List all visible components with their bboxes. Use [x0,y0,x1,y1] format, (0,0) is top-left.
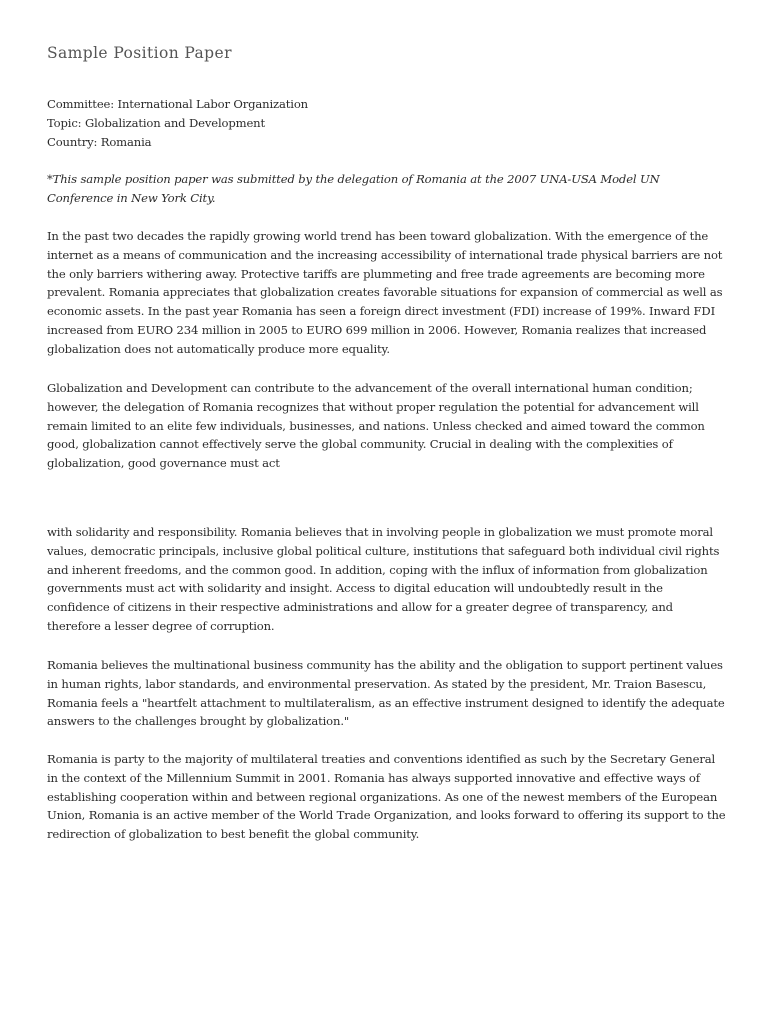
page-title: Sample Position Paper [47,44,232,62]
topic-line: Topic: Globalization and Development [47,115,265,130]
country-line: Country: Romania [47,134,152,149]
committee-line: Committee: International Labor Organization [47,97,308,111]
paper-metadata [47,95,727,151]
paragraph-1: In the past two decades the rapidly growing world trend has been toward globalization. With the emergence of the internet as a means of communication and the increasing accessibility of international trade physical barriers are not the only barriers withering away. Protective tariffs are plummeting and free trade agreements are becoming more prevalent. Romania appreciates that globalization creates favorable situations for expansion of commercial as well as economic assets. In the past year Romania has seen a foreign direct investment (FDI) increase of 199%. Inward FDI increased from EURO 234 million in 2005 to EURO 699 million in 2006. However, Romania realizes that increased globalization does not automatically produce more equality. [47,229,723,356]
paragraph-2: Globalization and Development can contribute to the advancement of the overall international human condition; however, the delegation of Romania recognizes that without proper regulation the potential for advancement will remain limited to an elite few individuals, businesses, and nations. Unless checked and aimed toward the common good, globalization cannot effectively serve the global community. Crucial in dealing with the complexities of globalization, good governance must act [47,381,705,471]
paragraph-5: Romania is party to the majority of multilateral treaties and conventions identified as such by the Secretary General in the context of the Millennium Summit in 2001. Romania has always supported innovative and effective ways of establishing cooperation within and between regional organizations. As one of the newest members of the European Union, Romania is an active member of the World Trade Organization, and looks forward to offering its support to the redirection of globalization to best benefit the global community. [47,752,726,842]
paragraph-3: with solidarity and responsibility. Romania believes that in involving people in globalization we must promote moral values, democratic principals, inclusive global political culture, institutions that safeguard both individual civil rights and inherent freedoms, and the common good. In addition, coping with the influx of information from globalization governments must act with solidarity and insight. Access to digital education will undoubtedly result in the confidence of citizens in their respective administrations and allow for a greater degree of transparency, and therefore a lesser degree of corruption. [47,525,720,633]
submission-note: *This sample position paper was submitted by the delegation of Romania at the 2007 UNA-USA Model UN Conference in New York City. [47,172,660,205]
paragraph-4: Romania believes the multinational business community has the ability and the obligation to support pertinent values in human rights, labor standards, and environmental preservation. As stated by the president, Mr. Traion Basescu, Romania feels a "heartfelt attachment to multilateralism, as an effective instrument designed to identify the adequate answers to the challenges brought by globalization." [47,658,725,729]
